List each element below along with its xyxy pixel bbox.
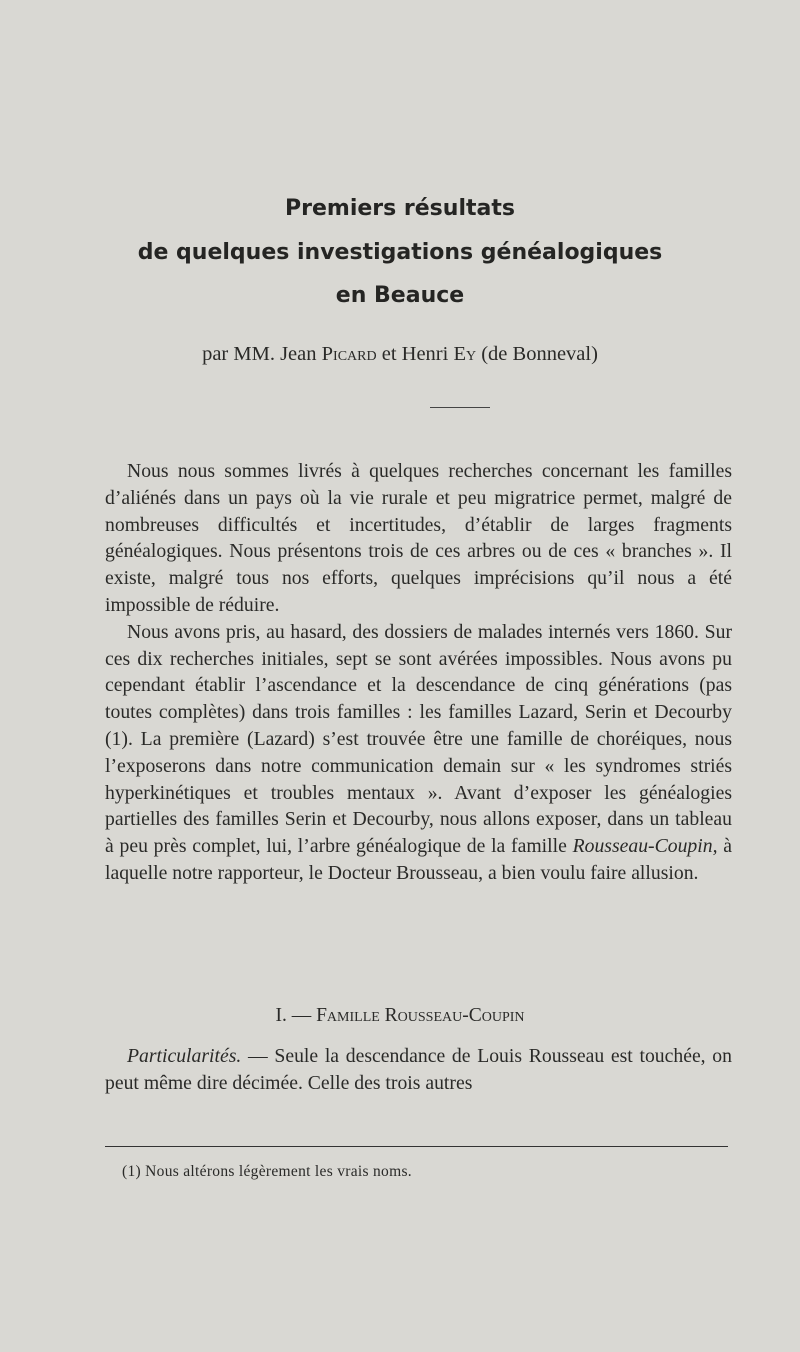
paragraph-2-part-2: à laquelle notre rapporteur, le Docteur Brousseau, a bien voulu faire allusion. — [105, 835, 732, 884]
title-line-1: Premiers résultats — [285, 196, 515, 221]
section-title: Famille Rousseau-Coupin — [316, 1005, 525, 1026]
section-heading — [0, 1005, 800, 1027]
title-divider — [430, 407, 490, 408]
title-line-3: en Beauce — [335, 283, 465, 308]
section-numeral: I. — — [275, 1005, 317, 1026]
paragraph-2 — [105, 619, 732, 887]
title-line-2: de quelques investigations généalogiques — [137, 240, 663, 265]
family-name-italic: Rousseau-Coupin, — [572, 835, 718, 858]
author-2: Ey — [453, 343, 477, 365]
byline-prefix: par MM. Jean — [202, 343, 322, 365]
byline — [0, 343, 800, 366]
section-body — [105, 1043, 732, 1097]
footnote: (1) Nous altérons légèrement les vrais noms. — [122, 1163, 412, 1180]
section-text: — Seule la descendance de Louis Rousseau est touchée, on peut même dire décimée. Celle des trois autres — [105, 1045, 732, 1094]
byline-middle: et Henri — [376, 343, 454, 365]
paragraph-1: Nous nous sommes livrés à quelques recherches concernant les familles d’aliénés dans un pays où la vie rurale et peu migratrice permet, malgré de nombreuses difficultés et incertitudes, d’établir de larges fragments généalogiques. Nous présentons trois de ces arbres ou de ces « branches ». Il existe, malgré tous nos efforts, quelques imprécisions qu’il nous a été impossible de réduire. — [105, 460, 732, 616]
section-paragraph — [105, 1043, 732, 1097]
body-text — [105, 458, 732, 887]
author-1: Picard — [321, 343, 377, 365]
section-lead: Particularités. — [127, 1045, 242, 1067]
byline-suffix: (de Bonneval) — [476, 343, 598, 365]
paragraph-2-part-1: Nous avons pris, au hasard, des dossiers de malades internés vers 1860. Sur ces dix recherches initiales, sept se sont avérées impossibles. Nous avons pu cependant établir l’ascendance et la descendance de cinq générations (pas toutes complètes) dans trois familles : les familles Lazard, Serin et Decourby (1). La première (Lazard) s’est trouvée être une famille de choréiques, nous l’exposerons dans notre communication demain sur « les syndromes striés hyperkinétiques et troubles mentaux ». Avant d’exposer les généalogies partielles des familles Serin et Decourby, nous allons exposer, dans un tableau à peu près complet, lui, l’arbre généalogique de la famille — [105, 620, 732, 858]
footnote-divider — [105, 1146, 728, 1147]
